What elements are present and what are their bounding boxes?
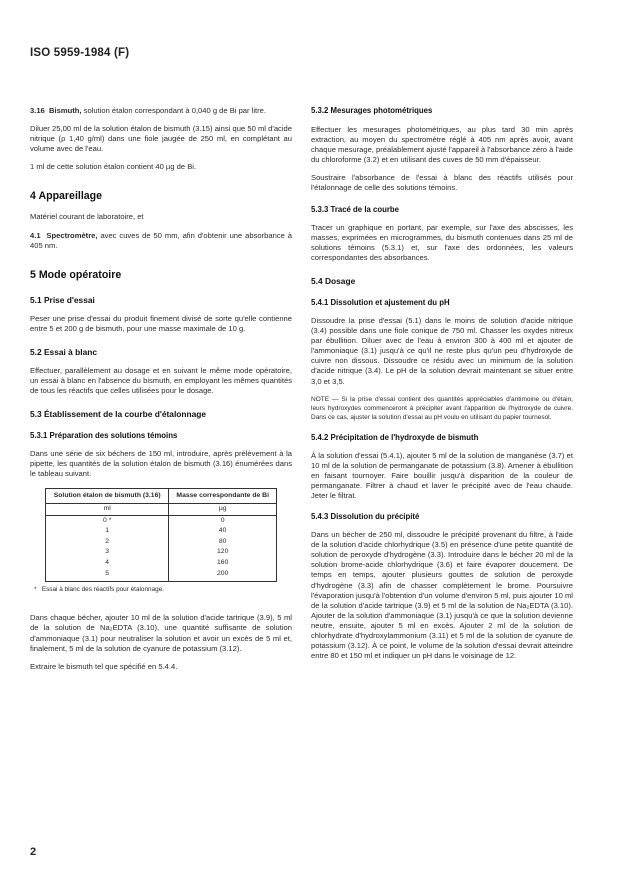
table-footnote-mark: * <box>34 586 37 594</box>
paragraph-5-3-2b: Soustraire l'absorbance de l'essai à blanc des réactifs utilisés pour l'étalonnage de celle des solutions témoins. <box>311 173 573 193</box>
section-5-1-heading: 5.1 Prise d'essai <box>30 294 95 305</box>
paragraph-extraire: Extraire le bismuth tel que spécifié en 5.4.4. <box>30 661 178 671</box>
clause-3-16-title: Bismuth, <box>49 106 82 115</box>
table-cell: 200 <box>169 569 277 582</box>
paragraph-dilute: Diluer 25,00 ml de la solution étalon de bismuth (3.15) ainsi que 50 ml d'acide nitrique (ρ 1,40 g/ml) dans une fiole jaugée de 250 ml, en complétant au volume avec de l'eau. <box>30 124 292 154</box>
standards-table <box>45 488 277 583</box>
paragraph-5-3-3: Tracer un graphique en portant, par exemple, sur l'axe des abscisses, les masses, exprimées en microgrammes, du bismuth contenues dans 25 ml de solutions témoins (5.3.1) et, sur l'axe des ordonnées, les valeurs correspondantes des absorbances. <box>311 222 573 262</box>
clause-4-1-title: Spectromètre, <box>46 230 98 240</box>
table-row <box>46 526 277 537</box>
table-cell: 2 <box>46 537 169 548</box>
table-cell: 0 <box>169 515 277 526</box>
clause-4-1-text: avec cuves de 50 mm, afin d'obtenir une absorbance à 405 nm. <box>30 230 292 250</box>
section-5-2-heading: 5.2 Essai à blanc <box>30 346 98 357</box>
table-cell: 80 <box>169 537 277 548</box>
table-row <box>46 547 277 558</box>
table-header-solution: Solution étalon de bismuth (3.16) <box>46 488 169 504</box>
table-footnote <box>34 585 292 595</box>
section-5-heading: 5 Mode opératoire <box>30 268 122 281</box>
table-cell: 160 <box>169 558 277 569</box>
table-cell: 0 * <box>46 515 169 526</box>
paragraph-contains: 1 ml de cette solution étalon contient 40 µg de Bi. <box>30 162 197 172</box>
table-header-mass: Masse correspondante de Bi <box>169 488 277 504</box>
paragraph-5-4-2: À la solution d'essai (5.4.1), ajouter 5 ml de la solution de manganèse (3.7) et 10 ml de la solution de permanganate de potassium (3.8). Amener à ébullition en faisant tournoyer. Faire bouillir jusqu'à disparition de la couleur de permanganate. Filtrer à chaud et laver le précipité avec de l'eau chaude. Jeter le filtrat. <box>311 450 573 500</box>
document-header: ISO 5959-1984 (F) <box>30 47 130 59</box>
paragraph-5-1: Peser une prise d'essai du produit finement divisé de sorte qu'elle contienne entre 5 et 200 g de bismuth, pour une masse maximale de 10 g. <box>30 313 292 333</box>
paragraph-becher: Dans chaque bécher, ajouter 10 ml de la solution d'acide tartrique (3.9), 5 ml de la solution de Na₂EDTA (3.10), une quantité suffisante de solution d'ammoniaque (3.1) pour neutraliser la solution et avoir un excès de 5 ml et, finalement, 5 ml de la solution de cyanure de potassium (3.12). <box>30 613 292 653</box>
section-5-4-1-heading: 5.4.1 Dissolution et ajustement du pH <box>311 297 450 307</box>
table-cell: 3 <box>46 547 169 558</box>
table-unit-ug: µg <box>169 504 277 516</box>
section-5-4-heading: 5.4 Dosage <box>311 275 356 286</box>
table-unit-ml: ml <box>46 504 169 516</box>
paragraph-5-2: Effectuer, parallèlement au dosage et en suivant le même mode opératoire, un essai à blanc en l'absence du bismuth, en employant les mêmes quantités de tous les réactifs que celles utilisées pour le dosage. <box>30 365 292 396</box>
paragraph-materiel: Matériel courant de laboratoire, et <box>30 212 144 222</box>
clause-3-16-number: 3.16 <box>30 106 45 115</box>
table-cell: 120 <box>169 547 277 558</box>
table-header-row <box>46 488 277 504</box>
table-row <box>46 569 277 582</box>
table-cell: 40 <box>169 526 277 537</box>
table-cell: 4 <box>46 558 169 569</box>
section-5-4-2-heading: 5.4.2 Précipitation de l'hydroxyde de bismuth <box>311 432 479 442</box>
paragraph-5-3-2a: Effectuer les mesurages photométriques, au plus tard 30 min après extraction, au moyen du spectromètre réglé à 405 nm après avoir, avant chaque mesurage, préalablement ajusté l'appareil à l'absorbance zéro à l'aide du chloroforme (3.2) et en utilisant des cuves de 50 mm d'épaisseur. <box>311 125 573 165</box>
section-5-3-3-heading: 5.3.3 Tracé de la courbe <box>311 204 399 214</box>
section-4-heading: 4 Appareillage <box>30 190 103 203</box>
section-5-3-2-heading: 5.3.2 Mesurages photométriques <box>311 106 433 115</box>
table-units-row <box>46 504 277 516</box>
table-cell: 1 <box>46 526 169 537</box>
table-cell: 5 <box>46 569 169 582</box>
section-5-3-1-heading: 5.3.1 Préparation des solutions témoins <box>30 431 178 441</box>
clause-3-16-text: solution étalon correspondant à 0,040 g de Bi par litre. <box>83 106 267 115</box>
table-footnote-text: Essai à blanc des réactifs pour étalonnage. <box>41 586 165 594</box>
note-5-4-1: NOTE — Si la prise d'essai contient des quantités appréciables d'antimoine ou d'étain, leurs hydroxydes commenceront à précipiter avant l'apparition de l'hydroxyde de cuivre. Dans ce cas, ajuster la solution d'essai au pH voulu en utilisant du papier tournesol. <box>311 395 573 421</box>
paragraph-5-4-1: Dissoudre la prise d'essai (5.1) dans le moins de solution d'acide nitrique (3.4) possible dans une fiole conique de 750 ml. Chasser les oxydes nitreux par ébullition. Diluer avec de l'eau à environ 300 à 400 ml et ajouter de l'ammoniaque (3.1) jusqu'à ce qu'il ne reste plus qu'un peu d'hydroxyde de cuivre non dissous. Dissoudre ce résidu avec un minimum de la solution d'acide nitrique (3.4). Le pH de la solution devrait maintenant se situer entre 3,0 et 3,5. <box>311 315 573 386</box>
left-column <box>30 106 292 680</box>
table-row <box>46 515 277 526</box>
section-5-3-heading: 5.3 Établissement de la courbe d'étalonnage <box>30 409 207 420</box>
section-5-4-3-heading: 5.4.3 Dissolution du précipité <box>311 512 420 522</box>
paragraph-5-4-3: Dans un bécher de 250 ml, dissoudre le précipité provenant du filtre, à l'aide de la solution d'acide chlorhydrique (3.5) en présence d'une petite quantité de solution de peroxyde d'hydrogène (3.3). Introduire dans le bécher 20 ml de la solution brome-acide chlorhydrique (3.6) et faire évaporer doucement. De temps en temps, ajouter plusieurs gouttes de solution de peroxyde d'hydrogène (3.3) afin de chasser complètement le brome. Poursuivre l'évaporation jusqu'à l'obtention d'un volume d'environ 5 ml, puis ajouter 10 ml de la solution d'acide tartrique (3.9) et 5 ml de la solution de Na₂EDTA (3.10). Ajouter de la solution d'ammoniaque (3.1) jusqu'à ce que la solution devienne neutre, ensuite, ajouter 5 ml en excès. Ajouter 2 ml de la solution de chlorhydrate d'hydroxylammonium (3.11) et 5 ml de la solution de cyanure de potassium (3.12). À ce point, le volume de la solution d'essai devrait atteindre entre 80 et 150 ml et indiquer un pH dans le voisinage de 12. <box>311 530 573 661</box>
clause-4-1-number: 4.1 <box>30 230 41 240</box>
page-number: 2 <box>30 846 37 858</box>
right-column <box>311 106 573 669</box>
table-row <box>46 537 277 548</box>
paragraph-5-3-1: Dans une série de six béchers de 150 ml, introduire, après prélèvement à la pipette, les quantités de la solution étalon de bismuth (3.16) énumérées dans le tableau suivant. <box>30 449 292 479</box>
clause-4-1 <box>30 231 292 251</box>
clause-3-16 <box>30 106 292 116</box>
table-row <box>46 558 277 569</box>
